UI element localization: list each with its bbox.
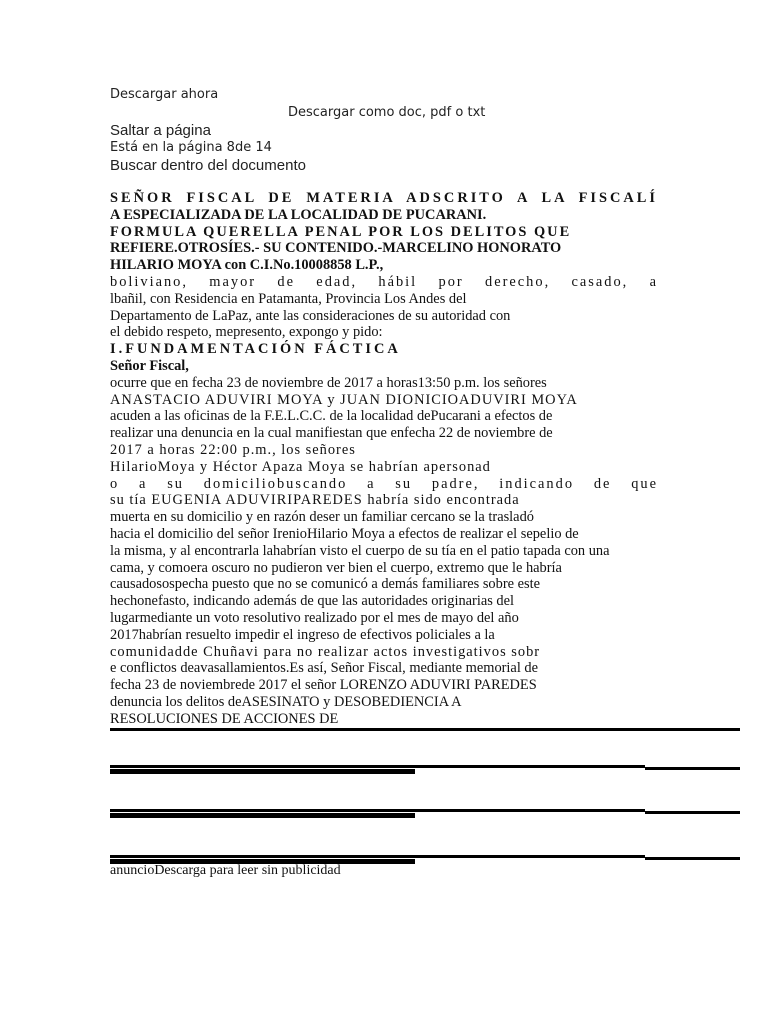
doc-line: HILARIO MOYA con C.I.No.10008858 L.P., bbox=[110, 257, 384, 274]
doc-section-heading: I.FUNDAMENTACIÓN FÁCTICA bbox=[110, 341, 401, 358]
doc-line: hacia el domicilio del señor IrenioHilario Moya a efectos de realizar el sepelio de bbox=[110, 525, 579, 542]
doc-line: lbañil, con Residencia en Patamanta, Provincia Los Andes del bbox=[110, 290, 467, 307]
ad-free-download-link[interactable]: anuncioDescarga para leer sin publicidad bbox=[110, 863, 341, 878]
doc-line: cama, y comoera oscuro no pudieron ver bien el cuerpo, extremo que le habría bbox=[110, 559, 562, 576]
doc-line: o a su domiciliobuscando a su padre, indicando de que bbox=[110, 475, 658, 492]
download-as-link[interactable]: Descargar como doc, pdf o txt bbox=[288, 105, 486, 120]
doc-line: ANASTACIO ADUVIRI MOYA y JUAN DIONICIOADUVIRI MOYA bbox=[110, 391, 578, 408]
page-position-indicator: Está en la página 8de 14 bbox=[110, 140, 272, 155]
doc-line: e conflictos deavasallamientos.Es así, Señor Fiscal, mediante memorial de bbox=[110, 660, 538, 677]
search-document-button[interactable]: Buscar dentro del documento bbox=[110, 157, 306, 174]
doc-line: muerta en su domicilio y en razón deser un familiar cercano se la trasladó bbox=[110, 509, 534, 526]
skip-to-page-button[interactable]: Saltar a página bbox=[110, 122, 211, 139]
doc-line: denuncia los delitos deASESINATO y DESOBEDIENCIA A bbox=[110, 693, 462, 710]
download-now-button[interactable]: Descargar ahora bbox=[110, 87, 219, 102]
redaction-bar bbox=[110, 809, 645, 812]
redaction-bar bbox=[110, 813, 415, 818]
redaction-bar bbox=[110, 765, 645, 768]
doc-line: la misma, y al encontrarla lahabrían visto el cuerpo de su tía en el patio tapada con una bbox=[110, 542, 610, 559]
redaction-bar bbox=[110, 855, 645, 858]
redaction-bar bbox=[110, 769, 415, 774]
doc-line: A ESPECIALIZADA DE LA LOCALIDAD DE PUCARANI. bbox=[110, 206, 487, 223]
doc-line: comunidadde Chuñavi para no realizar actos investigativos sobr bbox=[110, 643, 541, 660]
redaction-bar bbox=[110, 728, 740, 731]
doc-line: 2017habrían resuelto impedir el ingreso de efectivos policiales a la bbox=[110, 626, 495, 643]
doc-line: Señor Fiscal, bbox=[110, 357, 189, 374]
doc-line: causadosospecha puesto que no se comunicó a demás familiares sobre este bbox=[110, 576, 540, 593]
doc-line: lugarmediante un voto resolutivo realizado por el mes de mayo del año bbox=[110, 609, 519, 626]
doc-line: realizar una denuncia en la cual manifiestan que enfecha 22 de noviembre de bbox=[110, 425, 553, 442]
doc-line: su tía EUGENIA ADUVIRIPAREDES habría sido encontrada bbox=[110, 492, 520, 509]
doc-line: hechonefasto, indicando además de que las autoridades originarias del bbox=[110, 593, 514, 610]
redaction-bar bbox=[645, 811, 740, 814]
redaction-bar bbox=[645, 857, 740, 860]
doc-line: REFIERE.OTROSÍES.- SU CONTENIDO.-MARCELINO HONORATO bbox=[110, 240, 562, 257]
doc-line: boliviano, mayor de edad, hábil por derecho, casado, a bbox=[110, 273, 658, 290]
doc-line: FORMULA QUERELLA PENAL POR LOS DELITOS QUE bbox=[110, 223, 572, 240]
doc-line: SEÑOR FISCAL DE MATERIA ADSCRITO A LA FISCALÍ bbox=[110, 190, 658, 206]
doc-line: HilarioMoya y Héctor Apaza Moya se habrían apersonad bbox=[110, 458, 491, 475]
doc-line: ocurre que en fecha 23 de noviembre de 2017 a horas13:50 p.m. los señores bbox=[110, 374, 547, 391]
doc-line: RESOLUCIONES DE ACCIONES DE bbox=[110, 710, 339, 727]
doc-line: el debido respeto, mepresento, expongo y pido: bbox=[110, 324, 383, 341]
doc-line: fecha 23 de noviembrede 2017 el señor LORENZO ADUVIRI PAREDES bbox=[110, 677, 537, 694]
redaction-bar bbox=[645, 767, 740, 770]
doc-line: 2017 a horas 22:00 p.m., los señores bbox=[110, 441, 356, 458]
doc-line: Departamento de LaPaz, ante las consideraciones de su autoridad con bbox=[110, 307, 511, 324]
doc-line: acuden a las oficinas de la F.E.L.C.C. de la localidad dePucarani a efectos de bbox=[110, 408, 553, 425]
document-text bbox=[110, 190, 658, 728]
